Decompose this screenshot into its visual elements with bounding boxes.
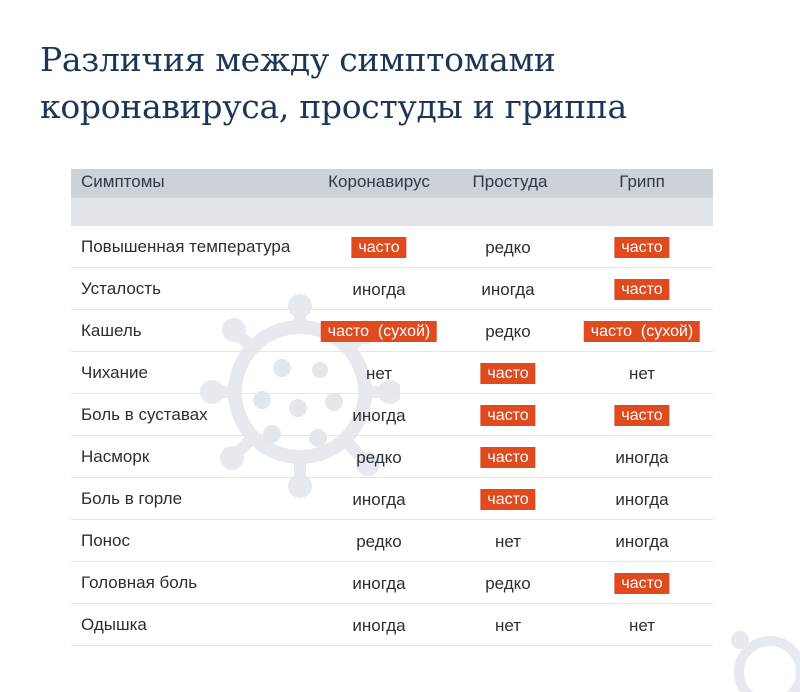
frequency-badge: часто (сухой) — [584, 321, 700, 342]
frequency-text: нет — [365, 364, 393, 384]
frequency-text: редко — [485, 574, 531, 594]
frequency-text: иногда — [352, 616, 406, 636]
frequency-badge: часто (сухой) — [321, 321, 437, 342]
cold-value — [495, 604, 521, 645]
title-line-2: коронавируса, простуды и гриппа — [40, 87, 627, 126]
frequency-badge: часто — [614, 279, 669, 300]
flu-value — [584, 310, 700, 351]
coronavirus-value — [321, 310, 437, 351]
coronavirus-value — [352, 394, 405, 435]
page-title — [40, 36, 760, 130]
frequency-text: редко — [356, 448, 402, 468]
coronavirus-value — [351, 226, 406, 267]
title-line-1: Различия между симптомами — [40, 40, 556, 79]
table-row — [71, 520, 713, 562]
symptom-name: Усталость — [81, 279, 161, 298]
symptom-name: Чихание — [81, 363, 148, 382]
flu-value — [614, 226, 669, 267]
frequency-text: нет — [628, 616, 656, 636]
cold-value — [480, 436, 535, 477]
table-row — [71, 436, 713, 478]
frequency-text: иногда — [352, 490, 406, 510]
cold-value — [485, 226, 531, 267]
coronavirus-value — [356, 436, 402, 477]
flu-value — [629, 604, 655, 645]
cold-value — [480, 478, 535, 519]
flu-value — [615, 436, 668, 477]
frequency-badge: часто — [480, 405, 535, 426]
header-cold: Простуда — [472, 172, 548, 191]
flu-value — [615, 520, 668, 561]
frequency-text: редко — [356, 532, 402, 552]
cold-value — [495, 520, 521, 561]
symptom-name: Боль в горле — [81, 489, 183, 508]
frequency-badge: часто — [351, 237, 406, 258]
table-row — [71, 478, 713, 520]
table-row — [71, 268, 713, 310]
frequency-badge: часто — [614, 405, 669, 426]
flu-value — [615, 478, 668, 519]
frequency-badge: часто — [614, 573, 669, 594]
frequency-text: нет — [494, 616, 522, 636]
header-coronavirus: Коронавирус — [328, 172, 430, 191]
cold-value — [481, 268, 534, 309]
frequency-badge: часто — [480, 447, 535, 468]
cold-value — [480, 352, 535, 393]
coronavirus-value — [356, 520, 402, 561]
symptom-name: Боль в суставах — [81, 405, 208, 424]
frequency-text: редко — [485, 322, 531, 342]
frequency-text: иногда — [615, 448, 669, 468]
virus-icon-corner — [700, 612, 800, 692]
frequency-text: иногда — [615, 490, 669, 510]
frequency-text: иногда — [615, 532, 669, 552]
table-row — [71, 394, 713, 436]
symptom-name: Головная боль — [81, 573, 198, 592]
table-row — [71, 562, 713, 604]
coronavirus-value — [352, 604, 405, 645]
symptom-name: Насморк — [81, 447, 150, 466]
table-row — [71, 226, 713, 268]
coronavirus-value — [366, 352, 392, 393]
frequency-text: иногда — [352, 280, 406, 300]
header-flu: Грипп — [619, 172, 665, 191]
frequency-text: иногда — [352, 406, 406, 426]
flu-value — [614, 394, 669, 435]
cold-value — [485, 562, 531, 603]
table-row — [71, 604, 713, 646]
frequency-badge: часто — [480, 363, 535, 384]
flu-value — [614, 562, 669, 603]
frequency-text: иногда — [352, 574, 406, 594]
coronavirus-value — [352, 268, 405, 309]
frequency-badge: часто — [480, 489, 535, 510]
flu-value — [614, 268, 669, 309]
cold-value — [485, 310, 531, 351]
symptom-name: Кашель — [81, 321, 142, 340]
symptom-name: Повышенная температура — [81, 237, 291, 256]
coronavirus-value — [352, 562, 405, 603]
frequency-text: редко — [485, 238, 531, 258]
coronavirus-value — [352, 478, 405, 519]
frequency-text: иногда — [481, 280, 535, 300]
cold-value — [480, 394, 535, 435]
flu-value — [629, 352, 655, 393]
table-row — [71, 352, 713, 394]
frequency-badge: часто — [614, 237, 669, 258]
header-symptoms: Симптомы — [81, 172, 165, 191]
symptom-name: Одышка — [81, 615, 147, 634]
frequency-text: нет — [494, 532, 522, 552]
table-row — [71, 310, 713, 352]
symptom-name: Понос — [81, 531, 131, 550]
frequency-text: нет — [628, 364, 656, 384]
